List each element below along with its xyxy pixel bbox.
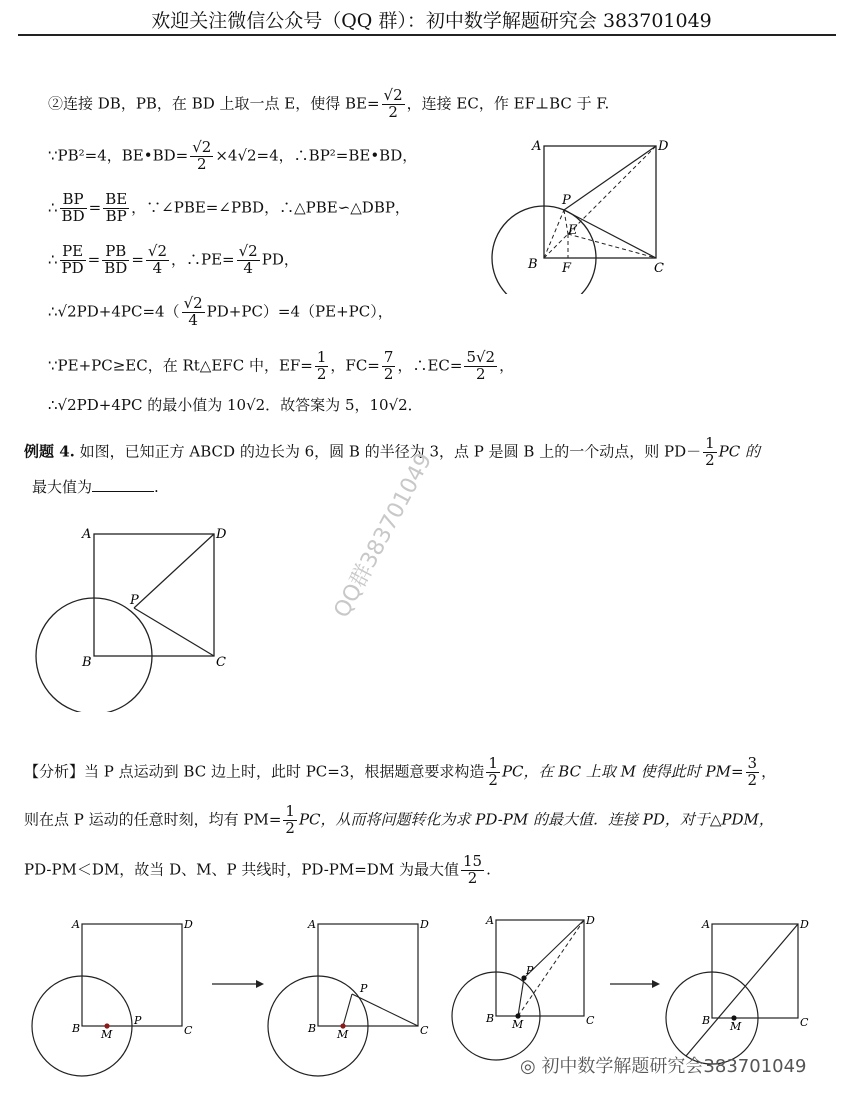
svg-text:A: A bbox=[486, 914, 494, 927]
segment-pc bbox=[134, 608, 214, 656]
label-a: A bbox=[82, 527, 92, 542]
label-f: F bbox=[562, 261, 572, 276]
figure-step-4 bbox=[666, 918, 809, 1064]
solution-line-1: ②连接 DB，PB，在 BD 上取一点 E，使得 BE= $\frac{√2}{2}$ ，连接 EC，作 EF⊥BC 于 F. bbox=[48, 86, 610, 121]
analysis-line-1: 【分析】当 P 点运动到 BC 边上时，此时 PC=3，根据题意要求构造 $\frac{1}{2}$ PC，在 BC 上取 M 使得此时 PM= $\frac{3}{2}$ ， bbox=[24, 754, 777, 789]
page-header: 欢迎关注微信公众号（QQ 群）：初中数学解题研究会 383701049 bbox=[151, 10, 712, 32]
label-d: D bbox=[216, 527, 227, 542]
figure-step-1 bbox=[32, 918, 193, 1076]
label-p: P bbox=[130, 593, 139, 608]
segment-pc bbox=[564, 210, 656, 258]
analysis-line-2: 则在点 P 运动的任意时刻，均有 PM= $\frac{1}{2}$ PC，从而将问题转化为求 PD-PM 的最大值．连接 PD，对于△PDM， bbox=[24, 802, 774, 837]
segment-pb bbox=[544, 210, 564, 258]
fraction: $\frac{√2}{2}$ bbox=[383, 86, 403, 121]
label-b: B bbox=[528, 257, 538, 272]
square-abcd bbox=[94, 534, 214, 656]
figure-step-3 bbox=[452, 914, 595, 1060]
svg-text:C: C bbox=[586, 1014, 595, 1027]
watermark: QQ群383701049 bbox=[329, 449, 438, 623]
fraction: $\frac{√2}{2}$ bbox=[192, 138, 212, 173]
label-d: D bbox=[658, 139, 669, 154]
figure-step-2 bbox=[268, 918, 429, 1076]
svg-text:M: M bbox=[512, 1018, 524, 1031]
segment-ec bbox=[568, 234, 656, 258]
svg-text:B: B bbox=[308, 1022, 317, 1035]
solution-line-4: ∴ $\frac{PE}{PD}$ = $\frac{PB}{BD}$ = $\frac{√2}{4}$ ，∴PE= $\frac{√2}{4}$ PD， bbox=[48, 242, 299, 277]
solution-line-2: ∵PB²=4，BE•BD= $\frac{√2}{2}$ ×4√2=4，∴BP²=BE•BD， bbox=[48, 138, 418, 173]
label-c: C bbox=[654, 261, 664, 276]
example-4-line-1: 例题 4. 如图，已知正方 ABCD 的边长为 6，圆 B 的半径为 3，点 P 是圆 B 上的一个动点，则 PD－ $\frac{1}{2}$ PC 的 bbox=[24, 434, 760, 469]
svg-text:A: A bbox=[702, 918, 710, 931]
label-a: A bbox=[532, 139, 542, 154]
arrow-right-icon bbox=[212, 980, 264, 988]
svg-text:M: M bbox=[101, 1028, 113, 1041]
label-c: C bbox=[216, 655, 226, 670]
svg-text:D: D bbox=[420, 918, 429, 931]
svg-text:A: A bbox=[72, 918, 80, 931]
svg-text:C: C bbox=[800, 1016, 809, 1029]
wechat-icon: ◎ bbox=[520, 1056, 542, 1077]
svg-text:M: M bbox=[337, 1028, 349, 1041]
example-4-line-2: 最大值为 . bbox=[32, 478, 159, 496]
svg-text:P: P bbox=[360, 982, 368, 995]
analysis-line-3: PD-PM＜DM，故当 D、M、P 共线时，PD-PM=DM 为最大值 $\frac{15}{2}$ . bbox=[24, 852, 491, 887]
figure-pbe-similar bbox=[488, 134, 688, 294]
label-p: P bbox=[562, 193, 571, 208]
header-divider bbox=[18, 34, 836, 36]
svg-text:D: D bbox=[586, 914, 595, 927]
svg-text:P: P bbox=[526, 964, 534, 977]
solution-line-7: ∴√2PD+4PC 的最小值为 10√2．故答案为 5，10√2． bbox=[48, 396, 423, 414]
svg-text:P: P bbox=[134, 1014, 142, 1027]
solution-line-3: ∴ $\frac{BP}{BD}$ = $\frac{BE}{BP}$ ，∵∠PBE=∠PBD，∴△PBE∽△DBP， bbox=[48, 190, 410, 225]
solution-line-5: ∴√2PD+4PC=4（ $\frac{√2}{4}$ PD+PC）=4（PE+PC）， bbox=[48, 294, 393, 329]
solution-line-6: ∵PE+PC≥EC，在 Rt△EFC 中，EF= $\frac{1}{2}$ ，FC= $\frac{7}{2}$ ，∴EC= $\frac{5√2}{2}$ ， bbox=[48, 348, 515, 383]
svg-text:B: B bbox=[702, 1014, 711, 1027]
svg-text:M: M bbox=[730, 1020, 742, 1033]
label-b: B bbox=[82, 655, 92, 670]
svg-text:C: C bbox=[184, 1024, 193, 1037]
svg-text:D: D bbox=[184, 918, 193, 931]
svg-text:B: B bbox=[72, 1022, 81, 1035]
svg-text:A: A bbox=[308, 918, 316, 931]
svg-text:C: C bbox=[420, 1024, 429, 1037]
svg-text:B: B bbox=[486, 1012, 495, 1025]
segment-pd bbox=[134, 534, 214, 608]
figure-example-4 bbox=[30, 522, 240, 712]
wechat-brand: ◎ 初中数学解题研究会383701049 bbox=[520, 1056, 807, 1077]
example-label: 例题 4. bbox=[24, 442, 75, 461]
segment-pd bbox=[564, 146, 656, 210]
label-e: E bbox=[568, 223, 578, 238]
segment-bd bbox=[544, 146, 656, 258]
answer-blank bbox=[92, 491, 154, 492]
svg-text:D: D bbox=[800, 918, 809, 931]
arrow-right-icon bbox=[610, 980, 660, 988]
